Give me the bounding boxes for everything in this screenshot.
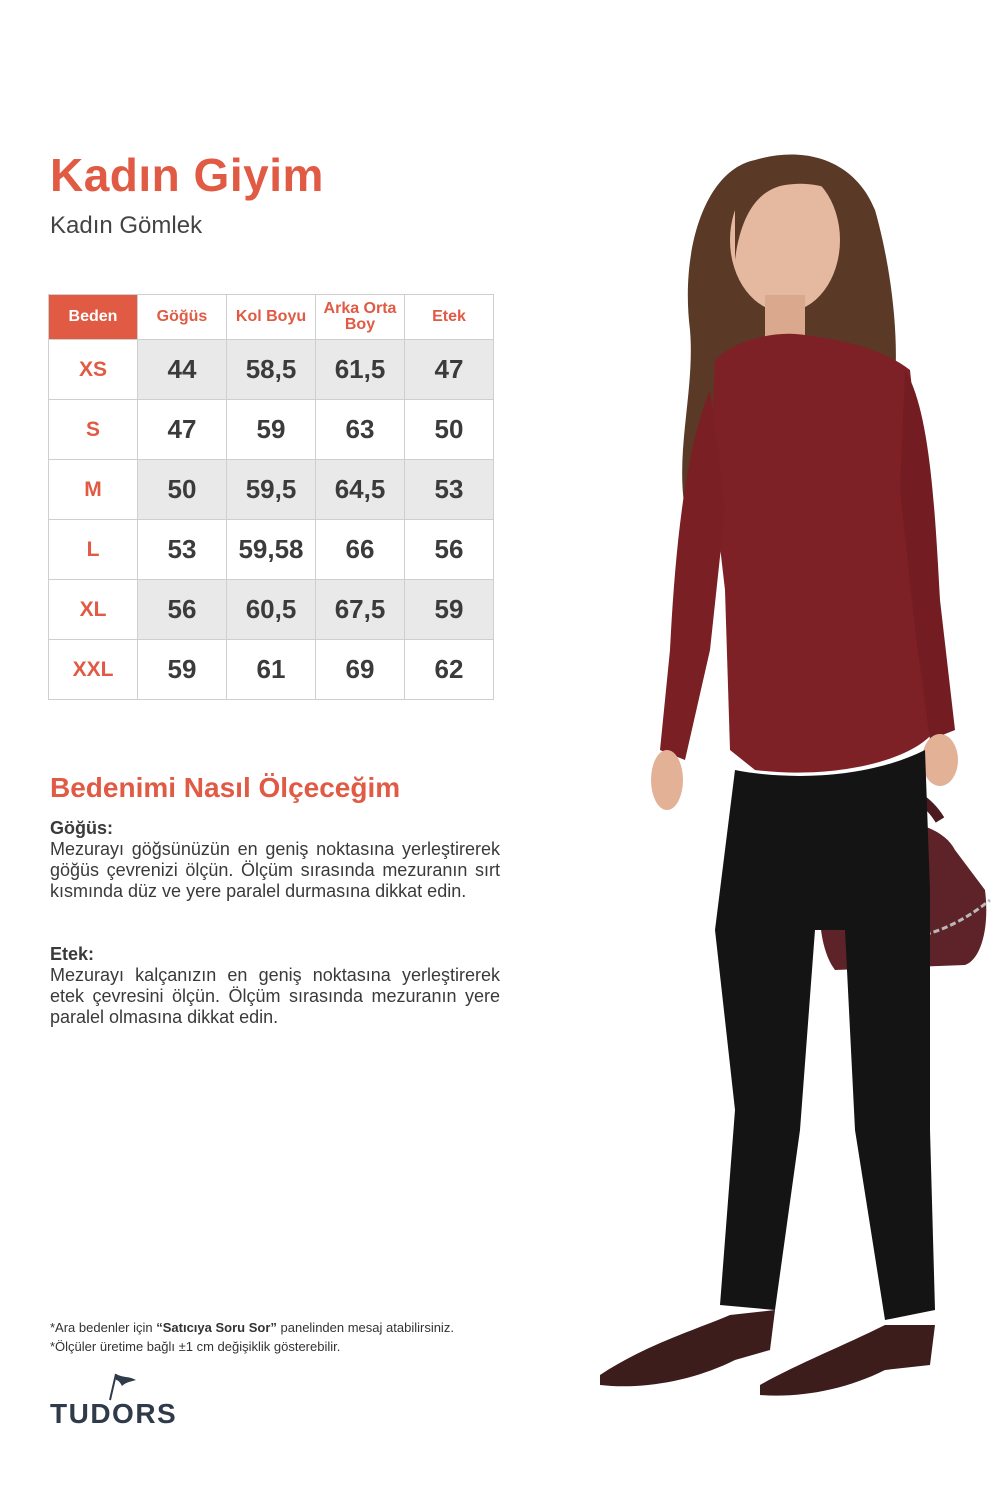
table-row — [49, 640, 494, 700]
cell-arka-orta-boy: 63 — [316, 400, 405, 460]
cell-gogus: 50 — [138, 460, 227, 520]
brand-name: TUDORS — [50, 1398, 178, 1429]
header-etek: Etek — [405, 295, 494, 340]
header-arka-line2: Boy — [344, 316, 376, 333]
cell-gogus: 59 — [138, 640, 227, 700]
table-row — [49, 580, 494, 640]
cell-gogus: 44 — [138, 340, 227, 400]
etek-label: Etek: — [50, 944, 95, 964]
header-kol-boyu: Kol Boyu — [227, 295, 316, 340]
footnote-1-emphasis: “Satıcıya Soru Sor” — [156, 1320, 277, 1335]
cell-etek: 53 — [405, 460, 494, 520]
size-label: S — [49, 400, 138, 460]
table-row — [49, 460, 494, 520]
size-label: M — [49, 460, 138, 520]
cell-arka-orta-boy: 69 — [316, 640, 405, 700]
footnote-1-suffix: panelinden mesaj atabilirsiniz. — [276, 1320, 454, 1335]
cell-arka-orta-boy: 66 — [316, 520, 405, 580]
measure-guide-title: Bedenimi Nasıl Ölçeceğim — [50, 772, 401, 803]
cell-kol-boyu: 59 — [227, 400, 316, 460]
table-row — [49, 340, 494, 400]
header-arka-orta-boy — [316, 295, 405, 340]
page-title: Kadın Giyim — [50, 149, 324, 201]
cell-kol-boyu: 59,58 — [227, 520, 316, 580]
cell-arka-orta-boy: 67,5 — [316, 580, 405, 640]
size-label: L — [49, 520, 138, 580]
cell-kol-boyu: 61 — [227, 640, 316, 700]
page-subtitle: Kadın Gömlek — [50, 212, 203, 239]
footnote-1 — [50, 1318, 454, 1337]
size-label: XXL — [49, 640, 138, 700]
gogus-label: Göğüs: — [50, 818, 113, 838]
size-label: XS — [49, 340, 138, 400]
size-table — [48, 294, 494, 700]
footnotes — [50, 1318, 454, 1356]
cell-gogus: 53 — [138, 520, 227, 580]
cell-etek: 47 — [405, 340, 494, 400]
table-row — [49, 400, 494, 460]
header-arka-line1: Arka Orta — [323, 300, 397, 317]
cell-etek: 62 — [405, 640, 494, 700]
etek-guide — [50, 944, 500, 1028]
footnote-2: *Ölçüler üretime bağlı ±1 cm değişiklik gösterebilir. — [50, 1339, 341, 1354]
size-label: XL — [49, 580, 138, 640]
header-gogus: Göğüs — [138, 295, 227, 340]
cell-kol-boyu: 58,5 — [227, 340, 316, 400]
etek-text: Mezurayı kalçanızın en geniş noktasına yerleştirerek etek çevresini ölçün. Ölçüm sırasında mezuranın yere paralel olmasına dikkat edin. — [50, 965, 500, 1027]
table-row — [49, 520, 494, 580]
model-photo — [585, 130, 1000, 1400]
header-beden: Beden — [49, 295, 138, 340]
cell-etek: 50 — [405, 400, 494, 460]
table-header-row — [49, 295, 494, 340]
cell-kol-boyu: 59,5 — [227, 460, 316, 520]
cell-etek: 56 — [405, 520, 494, 580]
cell-gogus: 47 — [138, 400, 227, 460]
cell-etek: 59 — [405, 580, 494, 640]
cell-gogus: 56 — [138, 580, 227, 640]
brand-logo — [50, 1372, 190, 1432]
gogus-guide — [50, 818, 500, 902]
cell-arka-orta-boy: 64,5 — [316, 460, 405, 520]
cell-arka-orta-boy: 61,5 — [316, 340, 405, 400]
footnote-1-prefix: *Ara bedenler için — [50, 1320, 157, 1335]
gogus-text: Mezurayı göğsünüzün en geniş noktasına yerleştirerek göğüs çevrenizi ölçün. Ölçüm sırasında mezuranın sırt kısmında düz ve yere paralel durmasına dikkat edin. — [50, 839, 500, 901]
cell-kol-boyu: 60,5 — [227, 580, 316, 640]
